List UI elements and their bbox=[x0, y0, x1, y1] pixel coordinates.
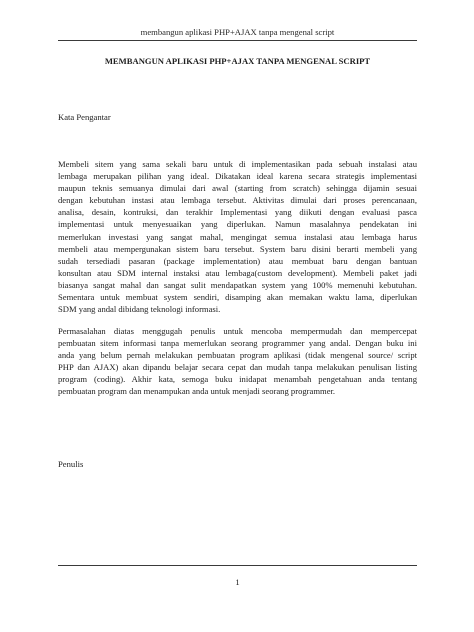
paragraph-line: pembuatan program dan menampukan anda untuk menjadi seorang programmer. bbox=[58, 386, 336, 397]
paragraph-line: SDM yang andal dibidang teknologi informasi. bbox=[58, 304, 221, 315]
paragraph-line: Permasalahan diatas menggugah penulis untuk mencoba mempermudah dan mempercepat bbox=[58, 326, 417, 336]
header-divider bbox=[58, 40, 417, 41]
paragraph-line: maupun teknis semuanya dimulai dari awal (starting from scratch) sehingga dijamin sesuai bbox=[58, 183, 417, 194]
footer-divider bbox=[58, 565, 417, 566]
paragraph-line: membeli atau mempergunakan sistem baru tersebut. System baru disini berarti membeli yang bbox=[58, 243, 417, 254]
paragraph-line: analisa, desain, kontruksi, dan terakhir Implementasi yang diikuti dengan evaluasi pasca bbox=[58, 207, 417, 218]
paragraph-line: memerlukan investasi yang sangat mahal, mengingat semua instalasi atau lembaga harus bbox=[58, 231, 417, 242]
author-signoff: Penulis bbox=[58, 459, 84, 469]
paragraph-intro bbox=[58, 158, 417, 315]
paragraph-line: program (coding). Akhir kata, semoga buku inidapat menambah pengetahuan anda tentang bbox=[58, 374, 417, 385]
paragraph-line: implementasi untuk menyesuaikan yang diperlukan. Namun masalahnya pendekatan ini bbox=[58, 219, 417, 230]
document-title: MEMBANGUN APLIKASI PHP+AJAX TANPA MENGENAL SCRIPT bbox=[104, 56, 371, 66]
paragraph-line: lembaga merupakan pilihan yang ideal. Dikatakan ideal karena secara strategis implementasi bbox=[58, 171, 417, 182]
paragraph-line: biasanya sangat mahal dan sangat sulit mendapatkan system yang 100% memenuhi kebutuhan. bbox=[58, 279, 417, 290]
section-heading: Kata Pengantar bbox=[58, 112, 111, 122]
paragraph-line: dengan kebutuhan instasi atau lembaga tersebut. Aktivitas dimulai dari proses perencanaan, bbox=[58, 195, 417, 206]
page-number: 1 bbox=[235, 577, 240, 587]
paragraph-line: Sementara untuk membuat system sendiri, disamping akan memakan waktu lama, diperlukan bbox=[58, 292, 417, 303]
paragraph-purpose bbox=[58, 325, 417, 398]
paragraph-line: Membeli sitem yang sama sekali baru untuk di implementasikan pada sebuah instalasi atau bbox=[58, 159, 417, 169]
paragraph-line: anda yang belum pernah melakukan pembuatan program aplikasi (tidak mengenal source/ script bbox=[58, 350, 417, 361]
running-header: membangun aplikasi PHP+AJAX tanpa mengenal script bbox=[140, 27, 335, 37]
paragraph-line: pembuatan sitem informasi tanpa memerlukan seorang programmer yang andal. Dengan buku ini bbox=[58, 338, 417, 349]
paragraph-line: PHP dan AJAX) akan dipandu belajar secara cepat dan mudah tanpa melakukan penulisan listing bbox=[58, 362, 417, 373]
paragraph-line: konsultan atau SDM internal instaksi atau lembaga(custom development). Membeli paket jadi bbox=[58, 267, 417, 278]
paragraph-line: sudah tersediadi pasaran (package implementation) atau membuat baru dengan bantuan bbox=[58, 255, 417, 266]
